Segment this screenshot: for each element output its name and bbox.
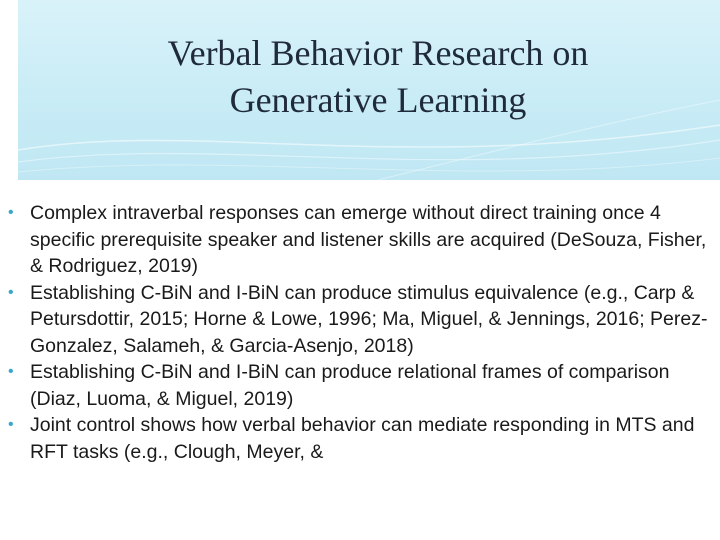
bullet-icon: • — [8, 283, 14, 301]
list-item — [6, 359, 716, 412]
title-line-2: Generative Learning — [229, 80, 527, 120]
bullet-list — [6, 200, 716, 465]
title-band — [18, 0, 720, 180]
bullet-text: Joint control shows how verbal behavior can mediate responding in MTS and RFT tasks (e.g., Clough, Meyer, & — [30, 414, 695, 463]
title-line-1: Verbal Behavior Research on — [167, 33, 589, 73]
bullet-icon: • — [8, 416, 14, 433]
list-item — [6, 412, 716, 465]
bullet-text: Establishing C-BiN and I-BiN can produce stimulus equivalence (e.g., Carp & Petursdottir, 2015; Horne & Lowe, 1996; Ma, Miguel, & Jennings, 2016; Perez-Gonzalez, Salameh, & Garcia-Asenjo, 2018) — [30, 281, 708, 357]
bullet-text: Establishing C-BiN and I-BiN can produce relational frames of comparison (Diaz, Luoma, & Miguel, 2019) — [30, 361, 670, 410]
list-item — [6, 280, 716, 360]
slide-title — [78, 30, 678, 124]
bullet-text: Complex intraverbal responses can emerge without direct training once 4 specific prerequisite speaker and listener skills are acquired (DeSouza, Fisher, & Rodriguez, 2019) — [30, 202, 707, 277]
bullet-icon: • — [8, 363, 14, 380]
list-item — [6, 200, 716, 280]
bullet-icon: • — [8, 204, 14, 221]
